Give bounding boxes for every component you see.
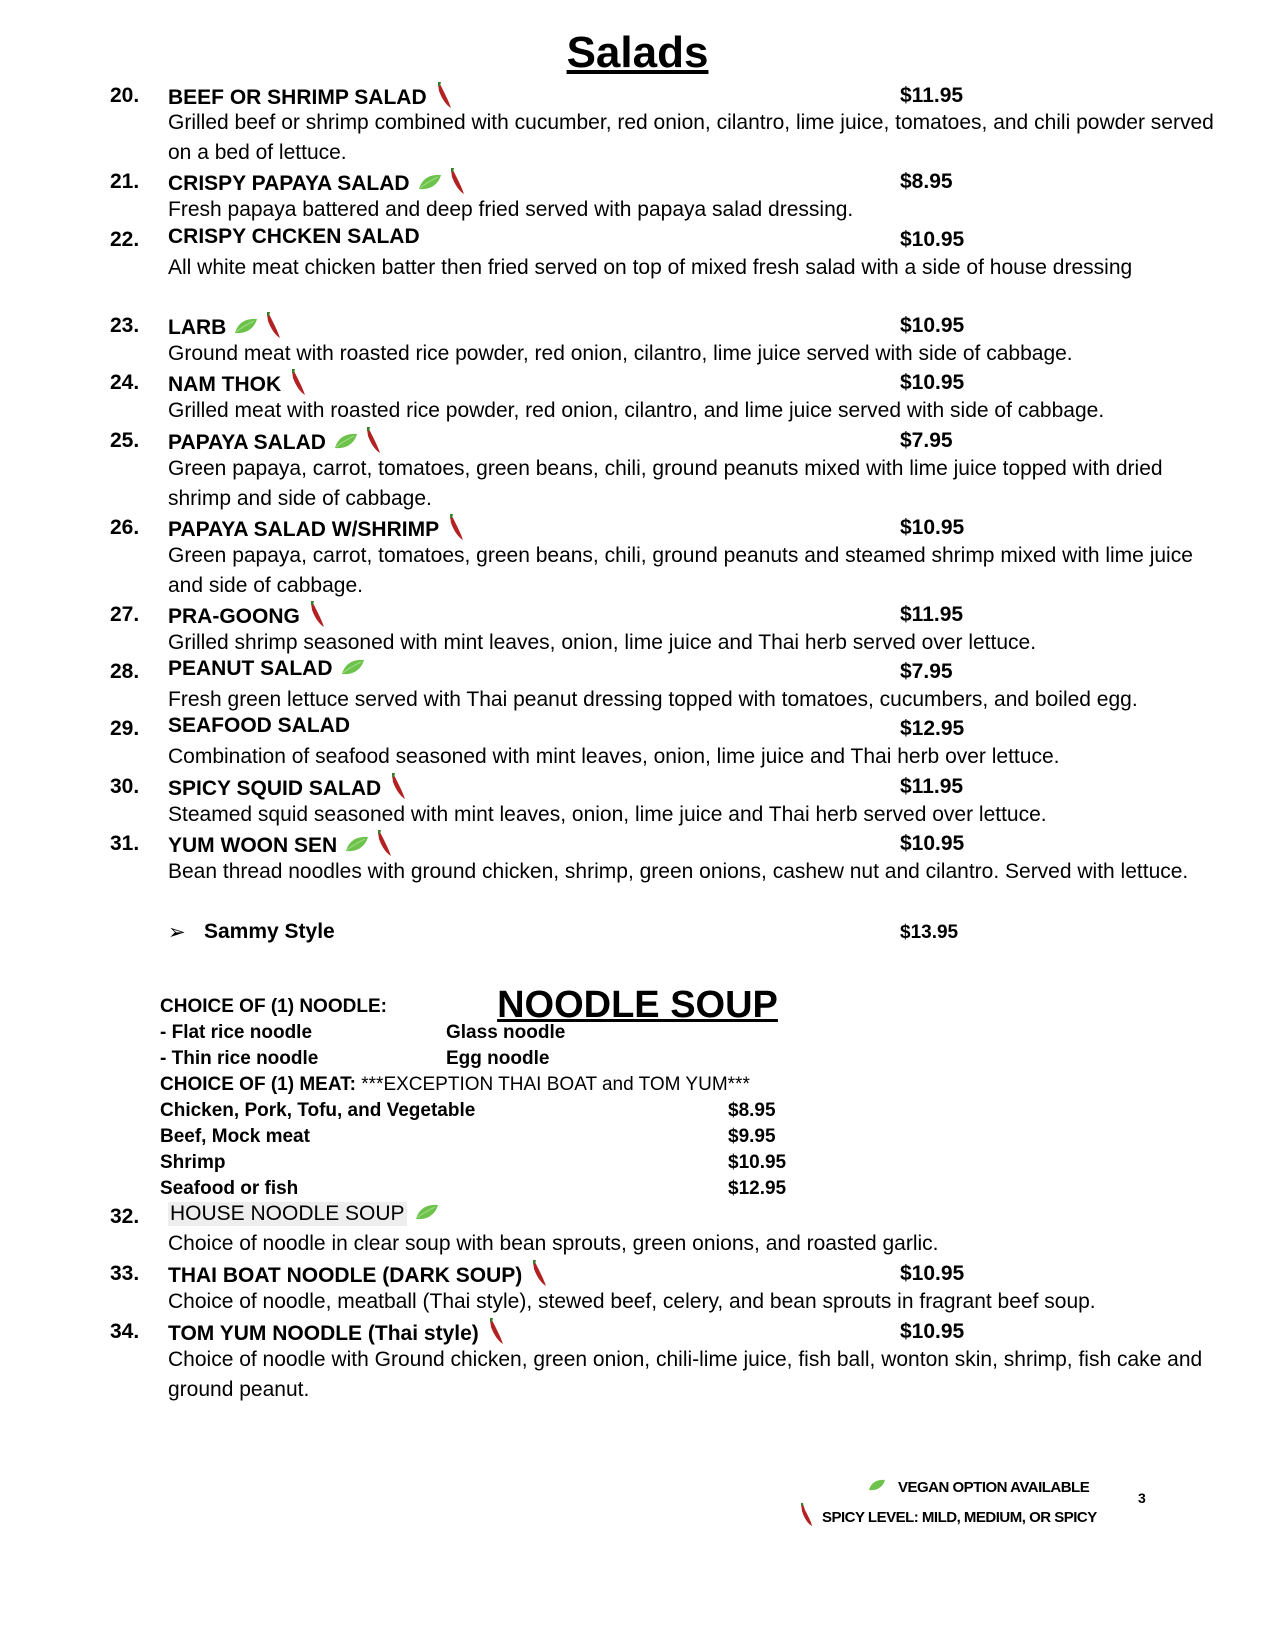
menu-item-description: Green papaya, carrot, tomatoes, green beans, chili, ground peanuts mixed with lime juice topped with dried shrimp and side of cabbage. xyxy=(168,457,1163,510)
leaf-icon xyxy=(345,834,369,858)
meat-option: Seafood or fish xyxy=(160,1178,299,1199)
noodle-option: Glass noodle xyxy=(446,1022,566,1043)
vegan-legend xyxy=(868,1478,1089,1496)
meat-option: Chicken, Pork, Tofu, and Vegetable xyxy=(160,1100,476,1121)
item-number: 21. xyxy=(110,170,140,193)
noodle-option: - Flat rice noodle xyxy=(160,1022,313,1043)
menu-item-description: All white meat chicken batter then fried served on top of mixed fresh salad with a side of house dressing xyxy=(168,256,1133,279)
item-number: 32. xyxy=(110,1205,140,1228)
menu-item-name xyxy=(168,714,350,738)
item-number: 27. xyxy=(110,603,140,626)
menu-item-description: Fresh green lettuce served with Thai peanut dressing topped with tomatoes, cucumbers, and boiled egg. xyxy=(168,688,1138,711)
menu-item-name-text: CRISPY PAPAYA SALAD xyxy=(168,172,410,195)
noodle-option: - Thin rice noodle xyxy=(160,1048,319,1069)
item-number: 29. xyxy=(110,717,140,740)
menu-item-description: Grilled shrimp seasoned with mint leaves, onion, lime juice and Thai herb served over lettuce. xyxy=(168,631,1037,654)
menu-item-description: Green papaya, carrot, tomatoes, green beans, chili, ground peanuts and steamed shrimp mixed with lime juice and side of cabbage. xyxy=(168,544,1193,597)
menu-item-description: Ground meat with roasted rice powder, red onion, cilantro, lime juice served with side of cabbage. xyxy=(168,342,1073,365)
menu-item-name xyxy=(168,657,365,681)
meat-price: $10.95 xyxy=(728,1152,787,1173)
menu-item-name-text: TOM YUM NOODLE (Thai style) xyxy=(168,1322,479,1345)
item-number: 30. xyxy=(110,775,140,798)
item-number: 26. xyxy=(110,516,140,539)
item-number: 20. xyxy=(110,84,140,107)
menu-item-name-text: YUM WOON SEN xyxy=(168,834,338,857)
menu-item-name-text: BEEF OR SHRIMP SALAD xyxy=(168,86,427,109)
leaf-icon xyxy=(868,1478,886,1496)
menu-item-price: $11.95 xyxy=(900,84,964,107)
meat-price: $9.95 xyxy=(728,1126,776,1147)
choice-meat-line xyxy=(160,1074,750,1096)
item-number: 28. xyxy=(110,660,140,683)
meat-option: Shrimp xyxy=(160,1152,226,1173)
item-icons xyxy=(341,657,365,681)
menu-item-description: Grilled meat with roasted rice powder, red onion, cilantro, and lime juice served with side of cabbage. xyxy=(168,399,1105,422)
item-number: 24. xyxy=(110,371,140,394)
leaf-icon xyxy=(234,316,258,340)
noodle-option: Egg noodle xyxy=(446,1048,550,1069)
leaf-icon xyxy=(418,172,442,196)
menu-item-description: Grilled beef or shrimp combined with cucumber, red onion, cilantro, lime juice, tomatoes, and chili powder served on a bed of lettuce. xyxy=(168,111,1214,164)
menu-item-name-text: SEAFOOD SALAD xyxy=(168,714,351,737)
menu-item-description: Fresh papaya battered and deep fried served with papaya salad dressing. xyxy=(168,198,854,221)
sammy-bullet: ➢ xyxy=(168,921,186,944)
item-number: 23. xyxy=(110,314,140,337)
page-number: 3 xyxy=(1138,1490,1146,1506)
menu-item-name-text: HOUSE NOODLE SOUP xyxy=(170,1202,405,1225)
menu-item-description: Bean thread noodles with ground chicken, shrimp, green onions, cashew nut and cilantro. Served with lettuce. xyxy=(168,860,1189,883)
menu-item-description: Choice of noodle in clear soup with bean sprouts, green onions, and roasted garlic. xyxy=(168,1232,939,1255)
leaf-icon xyxy=(334,431,358,455)
menu-item-price: $12.95 xyxy=(900,717,965,740)
menu-item-price: $10.95 xyxy=(900,314,965,337)
choice-meat-heading: CHOICE OF (1) MEAT: xyxy=(160,1074,356,1095)
menu-item-price: $7.95 xyxy=(900,660,953,683)
menu-item-description: Choice of noodle with Ground chicken, green onion, chili-lime juice, fish ball, wonton skin, shrimp, fish cake and ground peanut. xyxy=(168,1348,1203,1401)
menu-item-price: $8.95 xyxy=(900,170,953,193)
chili-icon xyxy=(798,1502,814,1533)
menu-item-price: $10.95 xyxy=(900,1320,965,1343)
menu-item-price: $10.95 xyxy=(900,228,965,251)
item-number: 25. xyxy=(110,429,140,452)
menu-item-name-text: PAPAYA SALAD W/SHRIMP xyxy=(168,518,440,541)
item-number: 33. xyxy=(110,1262,140,1285)
meat-price: $8.95 xyxy=(728,1100,776,1121)
sammy-style-price: $13.95 xyxy=(900,922,959,943)
salads-title: Salads xyxy=(566,28,709,77)
menu-item-price: $10.95 xyxy=(900,832,965,855)
choice-noodle-heading: CHOICE OF (1) NOODLE: xyxy=(160,996,387,1017)
menu-item-price: $10.95 xyxy=(900,516,965,539)
menu-item-description: Combination of seafood seasoned with mint leaves, onion, lime juice and Thai herb over lettuce. xyxy=(168,745,1060,768)
item-number: 22. xyxy=(110,228,140,251)
menu-item-description: Choice of noodle, meatball (Thai style), stewed beef, celery, and bean sprouts in fragrant beef soup. xyxy=(168,1290,1096,1313)
leaf-icon xyxy=(415,1202,439,1226)
menu-item-name-text: THAI BOAT NOODLE (DARK SOUP) xyxy=(168,1264,523,1287)
menu-item-name-text: PEANUT SALAD xyxy=(168,657,333,680)
vegan-legend-text: VEGAN OPTION AVAILABLE xyxy=(898,1478,1090,1496)
menu-item-name-text: PRA-GOONG xyxy=(168,605,300,628)
meat-option: Beef, Mock meat xyxy=(160,1126,310,1147)
meat-exception-note: ***EXCEPTION THAI BOAT and TOM YUM*** xyxy=(355,1074,750,1095)
menu-item-price: $11.95 xyxy=(900,603,964,626)
spicy-legend-text: SPICY LEVEL: MILD, MEDIUM, OR SPICY xyxy=(822,1509,1097,1526)
menu-item-price: $7.95 xyxy=(900,429,953,452)
menu-item-name-text: LARB xyxy=(168,316,227,339)
spicy-legend xyxy=(798,1502,1097,1533)
leaf-icon xyxy=(341,657,365,681)
item-number: 31. xyxy=(110,832,140,855)
menu-item-name-text: CRISPY CHCKEN SALAD xyxy=(168,225,420,248)
menu-item-name-text: NAM THOK xyxy=(168,373,282,396)
menu-item-name xyxy=(168,1202,439,1226)
menu-item-description: Steamed squid seasoned with mint leaves, onion, lime juice and Thai herb served over lettuce. xyxy=(168,803,1047,826)
item-number: 34. xyxy=(110,1320,140,1343)
item-icons xyxy=(415,1202,439,1226)
menu-item-name xyxy=(168,225,420,249)
meat-price: $12.95 xyxy=(728,1178,787,1199)
menu-item-price: $10.95 xyxy=(900,371,965,394)
noodle-soup-title: NOODLE SOUP xyxy=(497,984,778,1026)
menu-item-price: $11.95 xyxy=(900,775,964,798)
menu-item-name-text: PAPAYA SALAD xyxy=(168,431,326,454)
menu-item-name-text: SPICY SQUID SALAD xyxy=(168,777,382,800)
sammy-style-label: Sammy Style xyxy=(204,920,335,943)
menu-item-price: $10.95 xyxy=(900,1262,965,1285)
